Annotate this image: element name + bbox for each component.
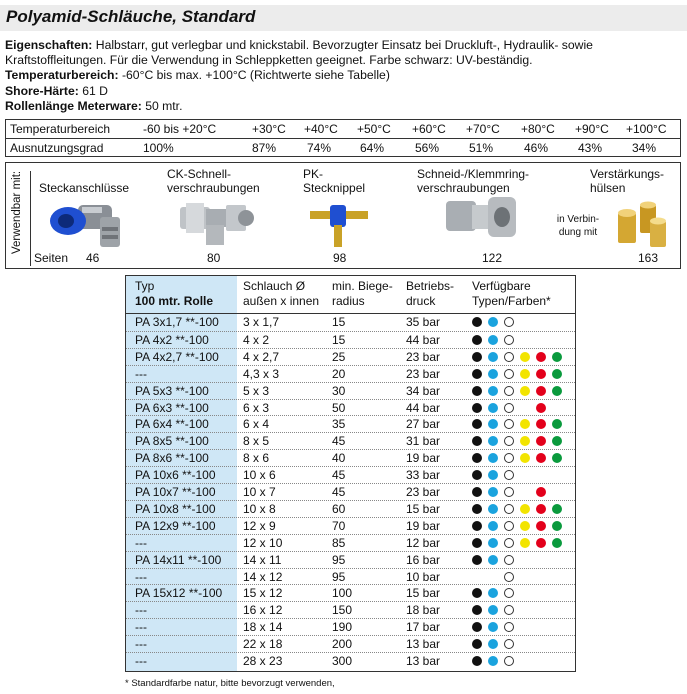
cell-radius: 45 [332, 485, 346, 499]
temp-cell: +80°C [521, 122, 555, 136]
color-dot-black [472, 436, 482, 446]
color-dot-blue [488, 538, 498, 548]
rolle-line [5, 99, 681, 114]
temp-cell: +100°C [626, 122, 667, 136]
connector-page: 46 [86, 251, 100, 265]
cell-druck: 15 bar [406, 586, 441, 601]
color-dot-yellow [520, 419, 530, 429]
color-dot-red [536, 487, 546, 497]
compression-fitting-icon [444, 193, 524, 249]
color-dot-green [552, 386, 562, 396]
cell-druck: 34 bar [406, 383, 441, 398]
temp-cell: -60 bis +20°C [143, 122, 217, 136]
color-dot-black [472, 588, 482, 598]
cell-schlauch: 16 x 12 [243, 603, 283, 618]
cell-druck: 12 bar [406, 535, 441, 550]
color-dot-black [472, 352, 482, 362]
color-dot-black [472, 369, 482, 379]
cell-schlauch: 8 x 6 [243, 451, 270, 466]
connector-page: 98 [333, 251, 347, 265]
cell-radius: 300 [332, 654, 353, 668]
table-row [126, 365, 575, 382]
cell-druck: 18 bar [406, 603, 441, 618]
util-cell: 51% [469, 141, 494, 155]
color-dot-natural [504, 538, 514, 548]
cell-schlauch: 12 x 10 [243, 535, 283, 550]
cell-radius: 35 [332, 417, 346, 432]
cell-typ: PA 10x8 **-100 [135, 501, 216, 516]
table-row [126, 635, 575, 652]
cell-typ: --- [135, 535, 147, 550]
cell-druck: 44 bar [406, 332, 441, 347]
cell-typ: --- [135, 654, 147, 668]
color-dot-natural [504, 504, 514, 514]
connector-page: 122 [482, 251, 503, 265]
cell-schlauch: 10 x 6 [243, 468, 276, 483]
temp-cell: +60°C [412, 122, 446, 136]
color-dot-black [472, 317, 482, 327]
color-dot-black [472, 605, 482, 615]
cell-typ: --- [135, 569, 147, 584]
connector-schneid-label: Schneid-/Klemmring- verschraubungen [417, 167, 530, 195]
color-dot-green [552, 538, 562, 548]
header-druck-sub: druck [406, 294, 436, 308]
cell-schlauch: 14 x 11 [243, 552, 282, 567]
cell-radius: 30 [332, 383, 346, 398]
color-dot-red [536, 538, 546, 548]
temperature-label: Temperaturbereich: [5, 68, 119, 83]
cell-typ: PA 4x2,7 **-100 [135, 349, 219, 364]
temp-cell: +70°C [466, 122, 500, 136]
verbindung-label: in Verbin- dung mit [556, 214, 600, 238]
cell-radius: 45 [332, 434, 346, 449]
utilization-row [6, 138, 680, 157]
table-row [126, 500, 575, 517]
color-dot-green [552, 369, 562, 379]
shore-text: 61 D [82, 83, 108, 98]
compatible-connectors [5, 162, 681, 269]
color-dot-green [552, 453, 562, 463]
color-dot-black [472, 504, 482, 514]
temp-cell: +40°C [304, 122, 338, 136]
connector-steckanschluesse-label: Steckanschlüsse [39, 181, 130, 195]
steckanschluss-icon [48, 199, 128, 251]
color-dot-red [536, 453, 546, 463]
table-row [126, 618, 575, 635]
color-dot-black [472, 470, 482, 480]
pk-nipple-icon [308, 201, 370, 249]
product-table [125, 275, 576, 672]
cell-druck: 23 bar [406, 349, 441, 364]
temperature-table [5, 119, 681, 157]
cell-schlauch: 14 x 12 [243, 569, 283, 584]
color-dot-natural [504, 639, 514, 649]
color-dot-natural [504, 656, 514, 666]
color-dot-natural [504, 487, 514, 497]
color-dot-yellow [520, 369, 530, 379]
table-row [126, 331, 575, 348]
table-row [126, 551, 575, 568]
cell-typ: PA 6x3 **-100 [135, 400, 209, 415]
header-biege-sub: radius [332, 294, 365, 308]
color-dot-blue [488, 470, 498, 480]
util-cell: 46% [524, 141, 549, 155]
cell-schlauch: 15 x 12 [243, 586, 283, 601]
color-dot-blue [488, 605, 498, 615]
color-dot-natural [504, 470, 514, 480]
util-cell: 56% [415, 141, 440, 155]
color-dot-natural [504, 352, 514, 362]
eigenschaften-line [5, 38, 681, 68]
table-header [126, 276, 575, 316]
table-row [126, 652, 575, 669]
table-row [126, 584, 575, 601]
cell-radius: 25 [332, 349, 346, 364]
color-dot-black [472, 487, 482, 497]
cell-druck: 33 bar [406, 468, 441, 483]
title-bar [0, 5, 687, 31]
cell-radius: 95 [332, 569, 346, 584]
color-dot-blue [488, 555, 498, 565]
shore-line [5, 84, 681, 99]
utilization-row-label: Ausnutzungsgrad [10, 141, 104, 155]
page-title: Polyamid-Schläuche, Standard [6, 7, 256, 26]
cell-typ: PA 15x12 **-100 [135, 586, 223, 601]
color-dot-blue [488, 588, 498, 598]
color-dot-blue [488, 487, 498, 497]
cell-druck: 16 bar [406, 552, 441, 567]
connector-sleeves-label: Verstärkungs- hülsen [590, 167, 665, 195]
color-dot-red [536, 369, 546, 379]
color-dot-blue [488, 317, 498, 327]
color-dot-natural [504, 588, 514, 598]
cell-schlauch: 28 x 23 [243, 654, 283, 668]
cell-druck: 35 bar [406, 315, 441, 329]
header-rolle: 100 mtr. Rolle [135, 294, 214, 308]
cell-radius: 15 [332, 332, 346, 347]
seiten-label: Seiten [34, 251, 69, 265]
table-row [126, 314, 575, 330]
table-row [126, 568, 575, 585]
color-dot-black [472, 538, 482, 548]
table-row [126, 449, 575, 466]
cell-schlauch: 6 x 3 [243, 400, 270, 415]
color-dot-yellow [520, 453, 530, 463]
eigenschaften-text: Halbstarr, gut verlegbar und knickstabil. Bevorzugter Einsatz bei Druckluft-, Hydraulik- sowie Kraftstoffleitungen. Für die Verwendung in Schleppketten geeignet. Farbe schwarz: UV-beständig. [5, 38, 593, 68]
util-cell: 87% [252, 141, 277, 155]
header-farben-sub: Typen/Farben* [472, 294, 551, 308]
color-dot-red [536, 436, 546, 446]
color-dot-natural [504, 622, 514, 632]
cell-radius: 95 [332, 552, 346, 567]
color-dot-yellow [520, 521, 530, 531]
cell-schlauch: 10 x 7 [243, 485, 276, 499]
color-dot-black [472, 386, 482, 396]
cell-radius: 85 [332, 535, 346, 550]
color-dot-blue [488, 504, 498, 514]
color-dot-blue [488, 453, 498, 463]
color-dot-natural [504, 436, 514, 446]
cell-schlauch: 10 x 8 [243, 501, 276, 516]
color-dot-yellow [520, 352, 530, 362]
cell-druck: 19 bar [406, 451, 441, 466]
color-dot-blue [488, 335, 498, 345]
cell-typ: PA 4x2 **-100 [135, 332, 209, 347]
util-cell: 74% [307, 141, 332, 155]
table-row [126, 517, 575, 534]
cell-typ: --- [135, 637, 147, 652]
cell-druck: 13 bar [406, 654, 441, 668]
cell-schlauch: 8 x 5 [243, 434, 270, 449]
color-dot-red [536, 521, 546, 531]
cell-radius: 15 [332, 315, 346, 329]
verwendbar-label: Verwendbar mit: [11, 170, 23, 254]
color-dot-black [472, 622, 482, 632]
color-dot-green [552, 419, 562, 429]
temperature-row-label: Temperaturbereich [10, 122, 111, 136]
vertical-label-box [4, 171, 31, 266]
color-dot-natural [504, 572, 514, 582]
util-cell: 100% [143, 141, 174, 155]
connector-page: 163 [638, 251, 659, 265]
cell-druck: 27 bar [406, 417, 441, 432]
color-dot-black [472, 403, 482, 413]
cell-schlauch: 4 x 2 [243, 332, 270, 347]
util-cell: 64% [360, 141, 385, 155]
table-row [126, 348, 575, 365]
color-dot-blue [488, 622, 498, 632]
cell-druck: 44 bar [406, 400, 441, 415]
cell-typ: --- [135, 366, 147, 381]
header-farben: Verfügbare [472, 279, 531, 293]
cell-druck: 15 bar [406, 501, 441, 516]
color-dot-natural [504, 521, 514, 531]
color-dot-natural [504, 403, 514, 413]
cell-druck: 17 bar [406, 620, 441, 635]
temperature-line [5, 68, 681, 83]
color-dot-yellow [520, 436, 530, 446]
cell-radius: 70 [332, 518, 346, 533]
color-dot-red [536, 504, 546, 514]
header-schlauch-sub: außen x innen [243, 294, 320, 308]
table-row [126, 534, 575, 551]
cell-typ: PA 5x3 **-100 [135, 383, 209, 398]
color-dot-blue [488, 369, 498, 379]
header-typ: Typ [135, 279, 155, 293]
cell-typ: --- [135, 620, 147, 635]
color-dot-black [472, 656, 482, 666]
color-dot-black [472, 453, 482, 463]
cell-druck: 31 bar [406, 434, 441, 449]
cell-typ: PA 10x7 **-100 [135, 485, 216, 499]
color-dot-natural [504, 335, 514, 345]
color-dot-natural [504, 317, 514, 327]
color-dot-green [552, 436, 562, 446]
color-dot-natural [504, 419, 514, 429]
cell-typ: PA 8x5 **-100 [135, 434, 209, 449]
table-row [126, 399, 575, 416]
color-dot-red [536, 419, 546, 429]
header-schlauch: Schlauch Ø [243, 279, 306, 293]
color-dot-black [472, 419, 482, 429]
cell-radius: 150 [332, 603, 353, 618]
temp-cell: +90°C [575, 122, 609, 136]
cell-radius: 45 [332, 468, 346, 483]
rolle-label: Rollenlänge Meterware: [5, 98, 142, 113]
cell-schlauch: 12 x 9 [243, 518, 276, 533]
cell-typ: PA 10x6 **-100 [135, 468, 216, 483]
sleeve-icon [612, 191, 674, 251]
color-dot-natural [504, 605, 514, 615]
util-cell: 34% [632, 141, 657, 155]
cell-schlauch: 22 x 18 [243, 637, 283, 652]
cell-radius: 60 [332, 501, 346, 516]
temp-cell: +30°C [252, 122, 286, 136]
color-dot-red [536, 352, 546, 362]
color-dot-blue [488, 419, 498, 429]
shore-label: Shore-Härte: [5, 83, 79, 98]
cell-druck: 23 bar [406, 366, 441, 381]
header-druck: Betriebs- [406, 279, 455, 293]
eigenschaften-label: Eigenschaften: [5, 38, 93, 52]
color-dot-natural [504, 386, 514, 396]
color-dot-natural [504, 555, 514, 565]
cell-typ: PA 6x4 **-100 [135, 417, 209, 432]
color-dot-green [552, 504, 562, 514]
cell-typ: PA 8x6 **-100 [135, 451, 209, 466]
color-dot-yellow [520, 538, 530, 548]
connector-pk-label: PK- Stecknippel [303, 167, 366, 195]
cell-druck: 19 bar [406, 518, 441, 533]
color-dot-black [472, 521, 482, 531]
cell-druck: 13 bar [406, 637, 441, 652]
cell-druck: 10 bar [406, 569, 441, 584]
properties-block [5, 38, 681, 114]
color-dot-red [536, 386, 546, 396]
temperature-row [6, 120, 680, 138]
cell-schlauch: 18 x 14 [243, 620, 283, 635]
cell-radius: 40 [332, 451, 346, 466]
color-dot-natural [504, 369, 514, 379]
util-cell: 43% [578, 141, 603, 155]
cell-radius: 190 [332, 620, 353, 635]
connector-ck-label: CK-Schnell- verschraubungen [167, 167, 260, 195]
color-dot-red [536, 403, 546, 413]
color-dot-green [552, 352, 562, 362]
header-biege: min. Biege- [332, 279, 393, 293]
cell-radius: 100 [332, 586, 353, 601]
footnote: * Standardfarbe natur, bitte bevorzugt verwenden, [125, 678, 335, 689]
table-row [126, 483, 575, 500]
table-row [126, 432, 575, 449]
cell-schlauch: 3 x 1,7 [243, 315, 280, 329]
color-dot-blue [488, 521, 498, 531]
color-dot-blue [488, 403, 498, 413]
connector-page: 80 [207, 251, 221, 265]
cell-schlauch: 4 x 2,7 [243, 349, 280, 364]
color-dot-blue [488, 436, 498, 446]
cell-radius: 200 [332, 637, 353, 652]
temp-cell: +50°C [357, 122, 391, 136]
cell-schlauch: 4,3 x 3 [243, 366, 280, 381]
cell-schlauch: 5 x 3 [243, 383, 270, 398]
color-dot-blue [488, 639, 498, 649]
color-dot-yellow [520, 386, 530, 396]
cell-druck: 23 bar [406, 485, 441, 499]
color-dot-blue [488, 386, 498, 396]
color-dot-blue [488, 656, 498, 666]
ck-fitting-icon [176, 199, 256, 249]
color-dot-black [472, 555, 482, 565]
cell-typ: PA 14x11 **-100 [135, 552, 222, 567]
table-row [126, 382, 575, 399]
cell-radius: 20 [332, 366, 346, 381]
cell-radius: 50 [332, 400, 346, 415]
table-row [126, 415, 575, 432]
color-dot-natural [504, 453, 514, 463]
color-dot-yellow [520, 504, 530, 514]
cell-schlauch: 6 x 4 [243, 417, 270, 432]
cell-typ: --- [135, 603, 147, 618]
table-row [126, 601, 575, 618]
temperature-text: -60°C bis max. +100°C (Richtwerte siehe Tabelle) [121, 68, 390, 83]
cell-typ: PA 12x9 **-100 [135, 518, 216, 533]
color-dot-green [552, 521, 562, 531]
color-dot-blue [488, 352, 498, 362]
table-row [126, 466, 575, 483]
color-dot-black [472, 639, 482, 649]
rolle-text: 50 mtr. [145, 98, 183, 113]
cell-typ: PA 3x1,7 **-100 [135, 315, 219, 329]
color-dot-black [472, 335, 482, 345]
